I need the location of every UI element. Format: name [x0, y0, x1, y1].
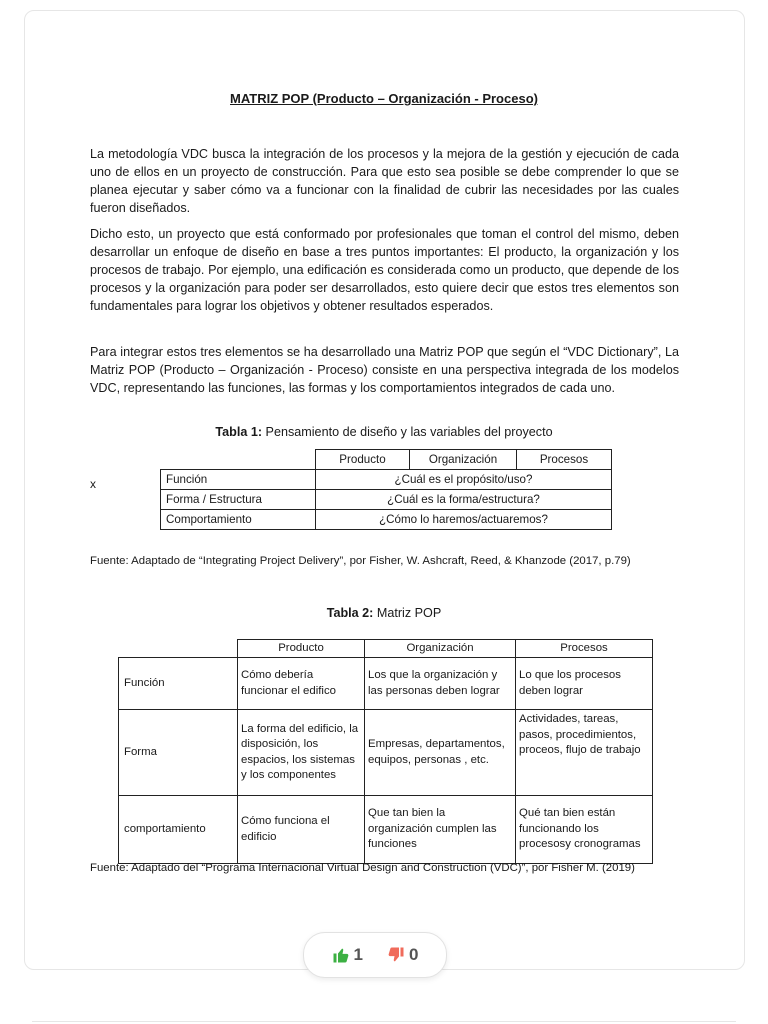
table-row [161, 470, 612, 490]
table-row [119, 658, 653, 710]
table1-caption [0, 425, 768, 439]
table2-cell: Empresas, departamentos, equipos, personas , etc. [365, 710, 516, 796]
table2-caption-text: Matriz POP [373, 606, 442, 620]
table1-row-label: Comportamiento [161, 510, 316, 530]
table1-row-label: Función [161, 470, 316, 490]
table2-row-label: Función [119, 658, 238, 710]
table-row [161, 450, 612, 470]
vote-bar [303, 932, 447, 978]
table2-cell: Los que la organización y las personas deben lograr [365, 658, 516, 710]
table2-source: Fuente: Adaptado del “Programa Internacional Virtual Design and Construction (VDC)”, por Fisher M. (2019) [90, 862, 635, 874]
upvote-count: 1 [353, 945, 363, 964]
downvote-count: 0 [409, 945, 419, 964]
table2-caption [0, 606, 768, 620]
table1-caption-label: Tabla 1: [215, 425, 263, 439]
table1-caption-text: Pensamiento de diseño y las variables del proyecto [262, 425, 553, 439]
table1-source: Fuente: Adaptado de “Integrating Project Delivery”, por Fisher, W. Ashcraft, Reed, & Khanzode (2017, p.79) [90, 555, 631, 567]
table1-header-procesos: Procesos [517, 450, 612, 470]
table1-header-organizacion: Organización [410, 450, 517, 470]
upvote-button[interactable] [332, 945, 363, 965]
table2-cell: La forma del edificio, la disposición, los espacios, los sistemas y los componentes [238, 710, 365, 796]
stray-x-mark: x [90, 477, 96, 491]
table1-row-question: ¿Cuál es el propósito/uso? [316, 470, 612, 490]
paragraph-2: Dicho esto, un proyecto que está conformado por profesionales que toman el control del mismo, deben desarrollar un enfoque de diseño en base a tres puntos importantes: El producto, la organización y los procesos de trabajo. Por ejemplo, una edificación es considerada como un producto, que depende de los procesos y la organización para poder ser desarrollados, esto quiere decir que estos tres elementos son fundamentales para lograr los objetivos y obtener resultados esperados. [90, 227, 679, 313]
table1-row-question: ¿Cuál es la forma/estructura? [316, 490, 612, 510]
table2-header-procesos: Procesos [516, 640, 653, 658]
table2-row-label: comportamiento [119, 796, 238, 864]
table-row [119, 640, 653, 658]
table-row [161, 490, 612, 510]
document-title: MATRIZ POP (Producto – Organización - Proceso) [230, 91, 538, 106]
table2-header-producto: Producto [238, 640, 365, 658]
table2 [118, 639, 653, 864]
thumbs-down-icon [387, 946, 405, 964]
table1 [160, 449, 612, 530]
table1-row-label: Forma / Estructura [161, 490, 316, 510]
table2-cell: Actividades, tareas, pasos, procedimientos, proceos, flujo de trabajo [516, 710, 653, 796]
divider [32, 1021, 736, 1022]
table2-cell: Qué tan bien están funcionando los procesosy cronogramas [516, 796, 653, 864]
table-row [119, 796, 653, 864]
table2-cell: Lo que los procesos deben lograr [516, 658, 653, 710]
paragraph-1: La metodología VDC busca la integración de los procesos y la mejora de la gestión y ejecución de cada uno de ellos en un proyecto de construcción. Para que esto sea posible se debe comprender lo que se planea ejecutar y saber cómo va a funcionar con la finalidad de cubrir las necesidades por las cuales fueron diseñados. [90, 147, 679, 215]
table2-cell: Cómo funciona el edificio [238, 796, 365, 864]
table-row [161, 510, 612, 530]
table2-header-organizacion: Organización [365, 640, 516, 658]
table1-header-producto: Producto [316, 450, 410, 470]
table2-cell: Que tan bien la organización cumplen las funciones [365, 796, 516, 864]
thumbs-up-icon [332, 946, 350, 964]
paragraph-3: Para integrar estos tres elementos se ha desarrollado una Matriz POP que según el “VDC Dictionary”, La Matriz POP (Producto – Organización - Proceso) consiste en una perspectiva integrada de los modelos VDC, representando las funciones, las formas y los comportamientos integrados de cada uno. [90, 345, 679, 395]
table2-row-label: Forma [119, 710, 238, 796]
table2-caption-label: Tabla 2: [326, 606, 374, 620]
table-row [119, 710, 653, 796]
downvote-button[interactable] [387, 945, 418, 965]
table1-row-question: ¿Cómo lo haremos/actuaremos? [316, 510, 612, 530]
table2-cell: Cómo debería funcionar el edifico [238, 658, 365, 710]
